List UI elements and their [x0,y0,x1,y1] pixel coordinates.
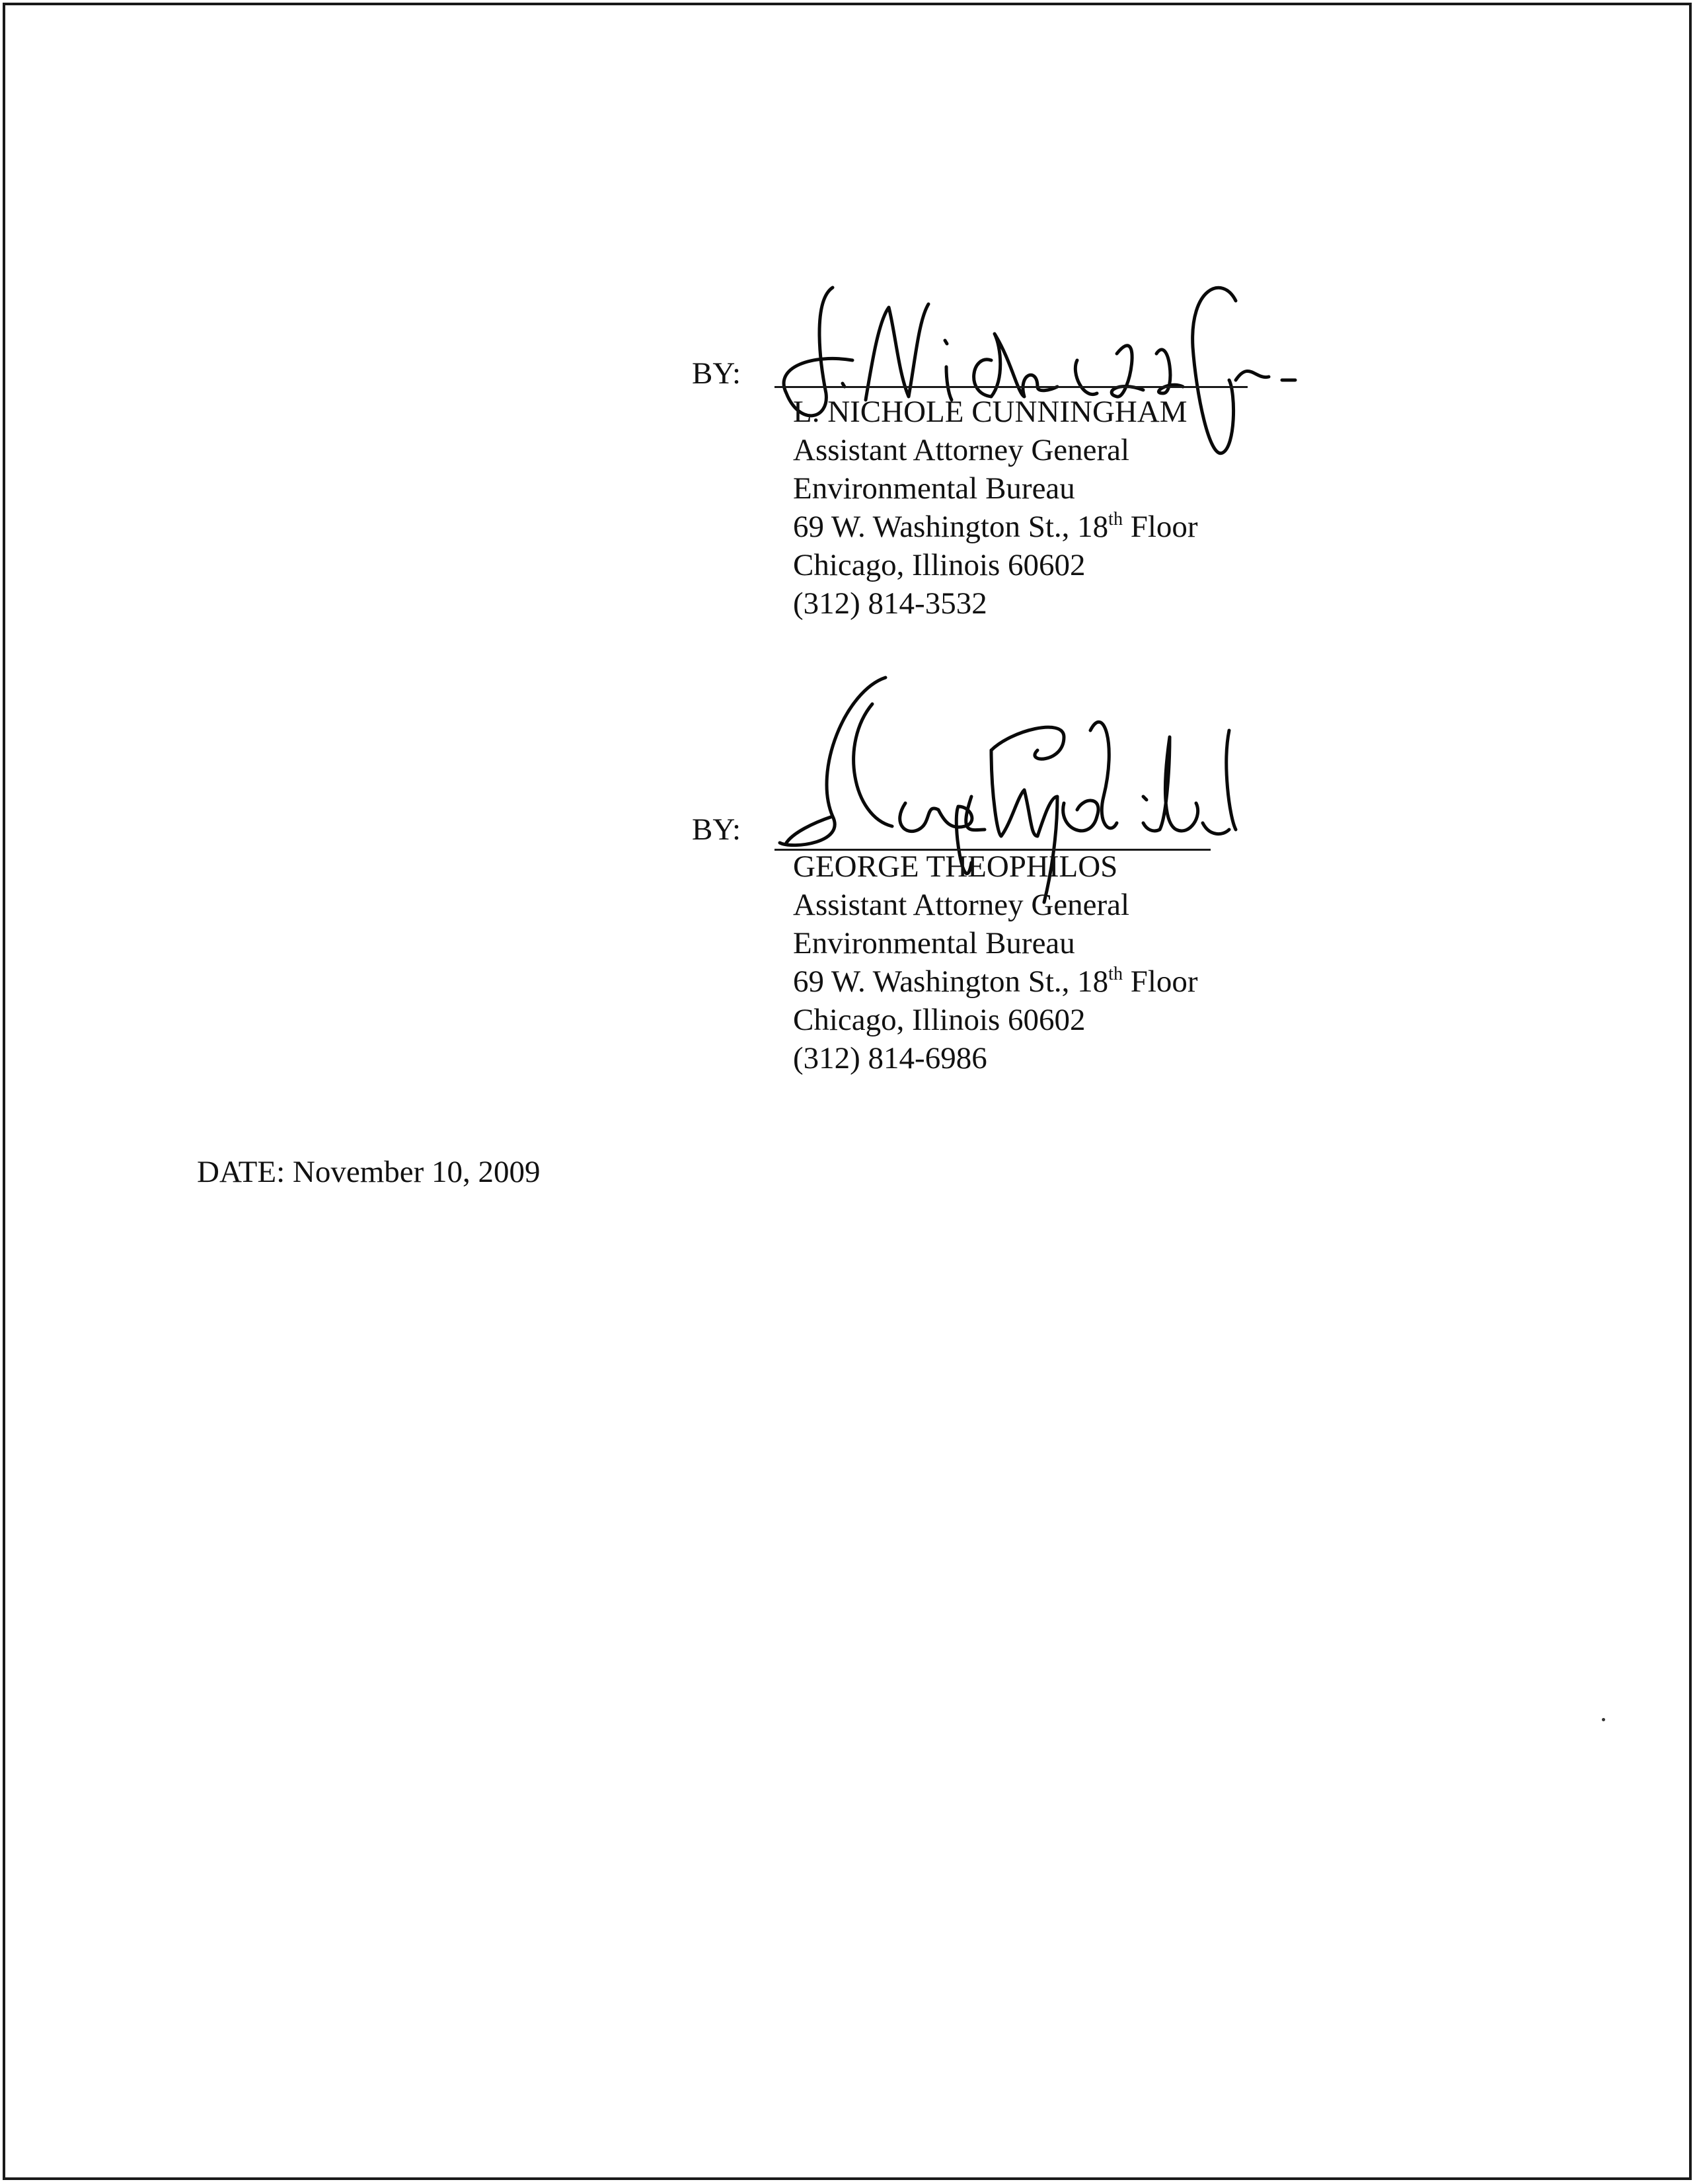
signatory-address: 69 W. Washington St., 18th Floor [793,964,1198,999]
signature-line-1 [774,386,1248,388]
signatory-bureau: Environmental Bureau [793,471,1075,506]
signatory-city: Chicago, Illinois 60602 [793,1003,1086,1037]
by-label: BY: [692,812,741,847]
signatory-name: GEORGE THEOPHILOS [793,849,1118,884]
signatory-city: Chicago, Illinois 60602 [793,548,1086,582]
signatory-bureau: Environmental Bureau [793,926,1075,960]
scan-speck [1602,1718,1605,1721]
signatory-name: L. NICHOLE CUNNINGHAM [793,395,1188,429]
signatory-phone: (312) 814-6986 [793,1041,987,1075]
signatory-title: Assistant Attorney General [793,433,1130,467]
signatory-address: 69 W. Washington St., 18th Floor [793,509,1198,544]
by-label: BY: [692,356,741,391]
signatory-phone: (312) 814-3532 [793,586,987,621]
signatory-title: Assistant Attorney General [793,888,1130,922]
date-line: DATE: November 10, 2009 [197,1155,541,1189]
